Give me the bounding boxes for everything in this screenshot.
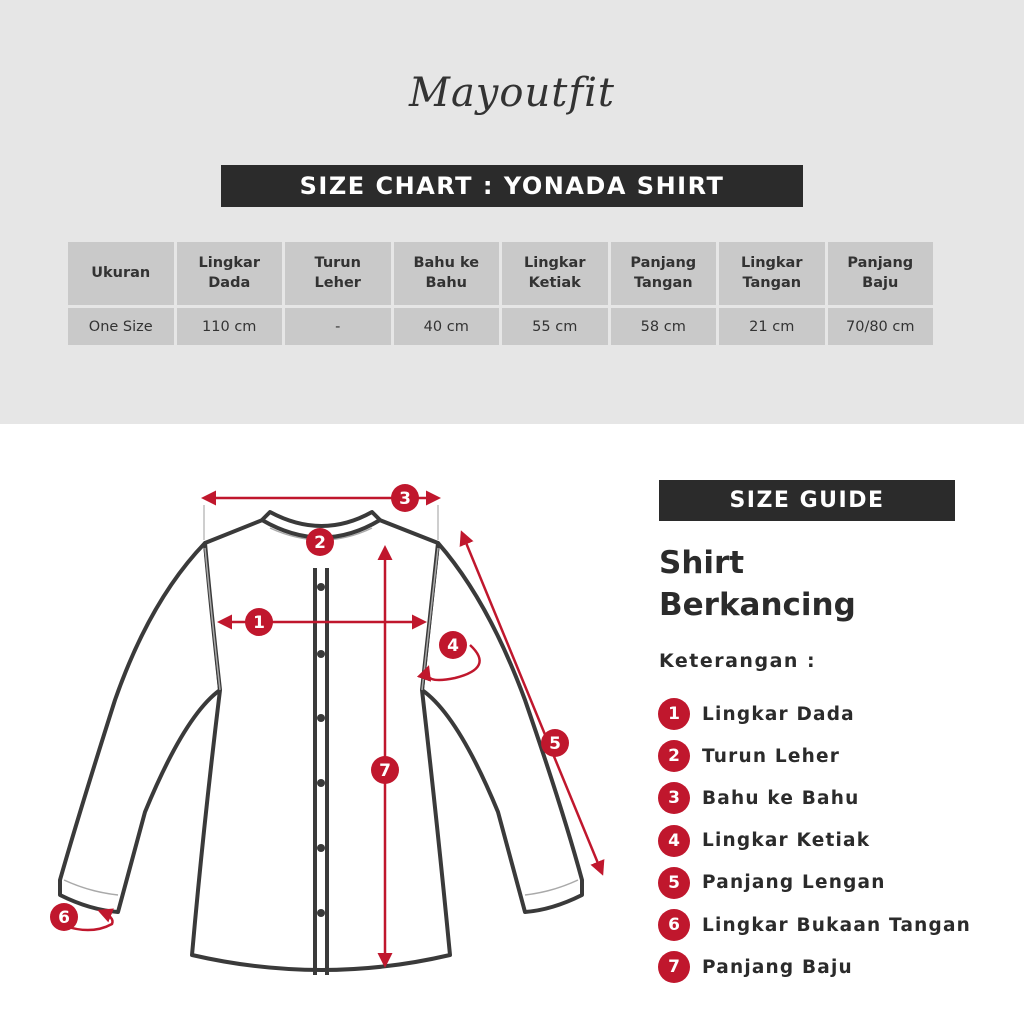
header-lingkar-tangan: Lingkar Tangan (719, 242, 825, 305)
list-item (658, 862, 971, 904)
table-cell: 55 cm (502, 308, 608, 345)
list-item (658, 735, 971, 777)
header-panjang-baju: Panjang Baju (828, 242, 934, 305)
marker-5 (541, 729, 569, 757)
marker-7 (371, 756, 399, 784)
keterangan-label: Keterangan : (659, 650, 817, 672)
list-item (658, 904, 971, 946)
size-table (65, 239, 936, 348)
marker-6 (50, 903, 78, 931)
list-item (658, 693, 971, 735)
table-cell: 58 cm (611, 308, 717, 345)
header-turun-leher: Turun Leher (285, 242, 391, 305)
legend-number: 4 (658, 825, 690, 857)
legend-number: 1 (658, 698, 690, 730)
svg-text:7: 7 (379, 761, 391, 781)
marker-4 (439, 631, 467, 659)
table-cell: - (285, 308, 391, 345)
header-lingkar-dada: Lingkar Dada (177, 242, 283, 305)
marker-3 (391, 484, 419, 512)
table-row (68, 308, 933, 345)
size-chart-panel (0, 0, 1024, 424)
table-cell: 21 cm (719, 308, 825, 345)
svg-text:3: 3 (399, 489, 411, 509)
list-item (658, 777, 971, 819)
header-bahu-ke-bahu: Bahu ke Bahu (394, 242, 500, 305)
guide-title-line1: Shirt (659, 545, 745, 581)
legend-number: 6 (658, 909, 690, 941)
legend-number: 3 (658, 782, 690, 814)
list-item (658, 820, 971, 862)
legend-label: Panjang Lengan (702, 872, 886, 894)
measurement-legend (658, 693, 971, 988)
guide-title (659, 542, 856, 626)
svg-text:6: 6 (58, 908, 70, 928)
size-guide-header: SIZE GUIDE (659, 480, 955, 521)
table-cell: One Size (68, 308, 174, 345)
marker-2 (306, 528, 334, 556)
header-ukuran: Ukuran (68, 242, 174, 305)
svg-text:2: 2 (314, 533, 326, 553)
list-item (658, 946, 971, 988)
marker-1 (245, 608, 273, 636)
table-cell: 70/80 cm (828, 308, 934, 345)
legend-number: 5 (658, 867, 690, 899)
brand-logo: Mayoutfit (409, 70, 615, 116)
legend-label: Panjang Baju (702, 956, 853, 978)
legend-label: Lingkar Bukaan Tangan (702, 914, 972, 936)
header-lingkar-ketiak: Lingkar Ketiak (502, 242, 608, 305)
legend-label: Lingkar Dada (702, 703, 855, 725)
legend-number: 2 (658, 740, 690, 772)
legend-number: 7 (658, 951, 690, 983)
table-header-row (68, 242, 933, 305)
header-panjang-tangan: Panjang Tangan (611, 242, 717, 305)
svg-text:4: 4 (447, 636, 459, 656)
table-cell: 40 cm (394, 308, 500, 345)
svg-text:5: 5 (549, 734, 561, 754)
size-chart-title: SIZE CHART : YONADA SHIRT (221, 165, 803, 207)
guide-title-line2: Berkancing (659, 587, 856, 623)
svg-text:1: 1 (253, 613, 265, 633)
shirt-diagram (0, 460, 640, 1024)
legend-label: Lingkar Ketiak (702, 830, 871, 852)
legend-label: Bahu ke Bahu (702, 787, 860, 809)
legend-label: Turun Leher (702, 745, 841, 767)
table-cell: 110 cm (177, 308, 283, 345)
